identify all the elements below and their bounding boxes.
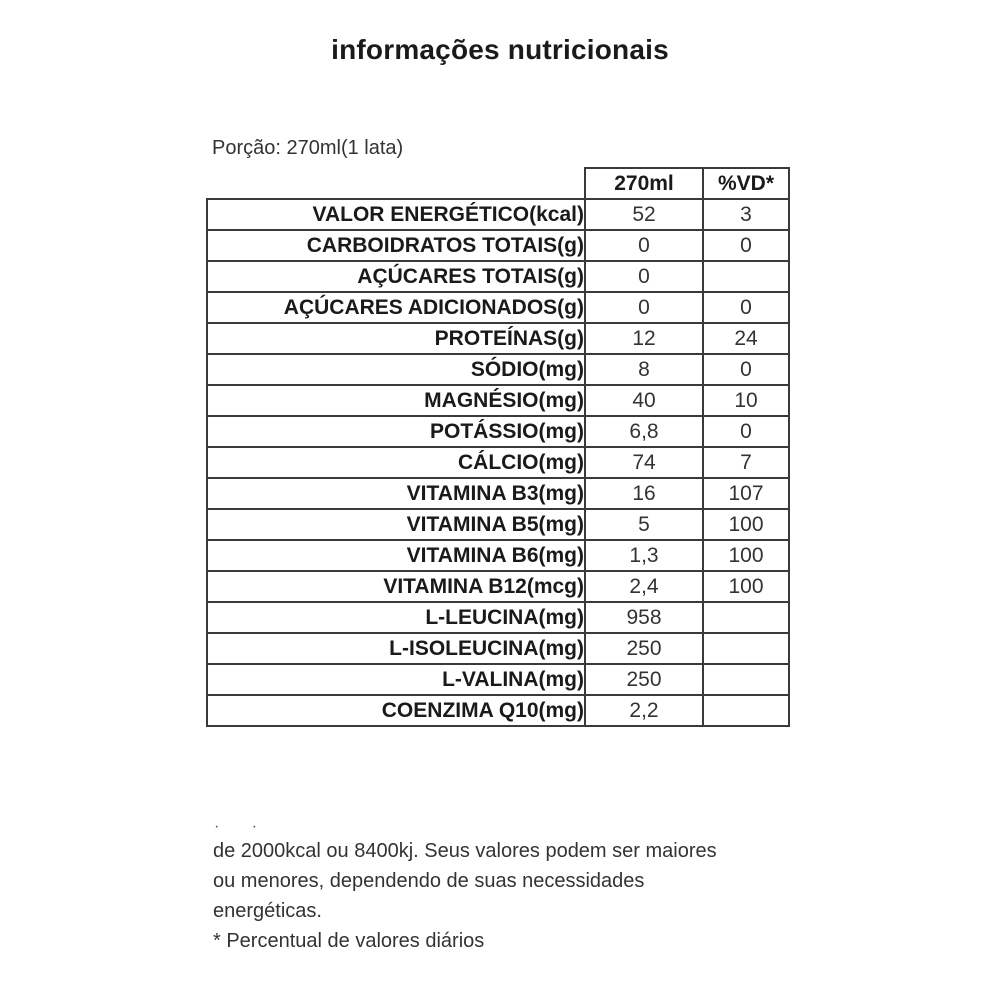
table-row — [207, 416, 789, 447]
nutrition-table-body — [207, 199, 789, 726]
nutrient-label: L-VALINA(mg) — [207, 664, 585, 695]
portion-size: Porção: 270ml(1 lata) — [212, 137, 404, 159]
nutrient-label: L-ISOLEUCINA(mg) — [207, 633, 585, 664]
nutrient-label: CARBOIDRATOS TOTAIS(g) — [207, 230, 585, 261]
footnote — [213, 836, 773, 956]
table-row — [207, 292, 789, 323]
nutrient-daily-value — [703, 261, 789, 292]
table-row — [207, 323, 789, 354]
nutrient-label: CÁLCIO(mg) — [207, 447, 585, 478]
footnote-line: energéticas. — [213, 900, 322, 922]
nutrition-table-wrapper — [206, 167, 790, 727]
nutrient-daily-value: 100 — [703, 509, 789, 540]
nutrient-quantity: 0 — [585, 261, 703, 292]
nutrient-daily-value: 3 — [703, 199, 789, 230]
truncated-text-marks: · · — [214, 818, 272, 835]
nutrient-quantity: 52 — [585, 199, 703, 230]
nutrient-label: POTÁSSIO(mg) — [207, 416, 585, 447]
nutrient-daily-value: 10 — [703, 385, 789, 416]
nutrient-label: AÇÚCARES TOTAIS(g) — [207, 261, 585, 292]
table-row — [207, 664, 789, 695]
table-row — [207, 509, 789, 540]
nutrient-label: PROTEÍNAS(g) — [207, 323, 585, 354]
nutrient-label: VITAMINA B5(mg) — [207, 509, 585, 540]
table-row — [207, 354, 789, 385]
nutrient-label: VITAMINA B3(mg) — [207, 478, 585, 509]
nutrient-daily-value: 24 — [703, 323, 789, 354]
page-title: informações nutricionais — [331, 34, 669, 65]
table-row — [207, 199, 789, 230]
table-row — [207, 540, 789, 571]
nutrient-quantity: 5 — [585, 509, 703, 540]
table-row — [207, 230, 789, 261]
nutrient-quantity: 2,2 — [585, 695, 703, 726]
nutrient-quantity: 16 — [585, 478, 703, 509]
nutrient-label: VITAMINA B12(mcg) — [207, 571, 585, 602]
header-blank-cell — [207, 168, 585, 199]
nutrient-daily-value: 0 — [703, 416, 789, 447]
nutrient-daily-value — [703, 633, 789, 664]
nutrient-daily-value — [703, 664, 789, 695]
nutrient-quantity: 0 — [585, 292, 703, 323]
nutrient-label: COENZIMA Q10(mg) — [207, 695, 585, 726]
nutrient-label: AÇÚCARES ADICIONADOS(g) — [207, 292, 585, 323]
nutrient-quantity: 958 — [585, 602, 703, 633]
nutrient-daily-value: 0 — [703, 292, 789, 323]
footnote-daily-value-note: * Percentual de valores diários — [213, 930, 485, 952]
nutrient-daily-value — [703, 695, 789, 726]
nutrient-quantity: 6,8 — [585, 416, 703, 447]
table-row — [207, 633, 789, 664]
nutrient-quantity: 1,3 — [585, 540, 703, 571]
nutrient-daily-value: 100 — [703, 571, 789, 602]
table-header-row — [207, 168, 789, 199]
header-quantity: 270ml — [585, 168, 703, 199]
nutrient-daily-value: 0 — [703, 230, 789, 261]
footnote-line: ou menores, dependendo de suas necessidades — [213, 870, 645, 892]
nutrient-daily-value: 100 — [703, 540, 789, 571]
nutrient-daily-value — [703, 602, 789, 633]
table-row — [207, 571, 789, 602]
table-row — [207, 602, 789, 633]
nutrient-quantity: 2,4 — [585, 571, 703, 602]
nutrient-quantity: 40 — [585, 385, 703, 416]
table-row — [207, 447, 789, 478]
nutrition-table — [206, 167, 790, 727]
nutrient-label: VALOR ENERGÉTICO(kcal) — [207, 199, 585, 230]
nutrient-quantity: 0 — [585, 230, 703, 261]
table-row — [207, 261, 789, 292]
nutrient-quantity: 250 — [585, 633, 703, 664]
nutrient-label: L-LEUCINA(mg) — [207, 602, 585, 633]
footnote-line: de 2000kcal ou 8400kj. Seus valores podem ser maiores — [213, 840, 717, 862]
nutrient-quantity: 74 — [585, 447, 703, 478]
nutrient-label: VITAMINA B6(mg) — [207, 540, 585, 571]
nutrient-daily-value: 107 — [703, 478, 789, 509]
nutrient-label: SÓDIO(mg) — [207, 354, 585, 385]
header-daily-value: %VD* — [703, 168, 789, 199]
table-row — [207, 478, 789, 509]
table-row — [207, 695, 789, 726]
nutrient-quantity: 250 — [585, 664, 703, 695]
table-row — [207, 385, 789, 416]
nutrient-quantity: 12 — [585, 323, 703, 354]
nutrient-label: MAGNÉSIO(mg) — [207, 385, 585, 416]
nutrient-daily-value: 0 — [703, 354, 789, 385]
nutrient-daily-value: 7 — [703, 447, 789, 478]
nutrient-quantity: 8 — [585, 354, 703, 385]
